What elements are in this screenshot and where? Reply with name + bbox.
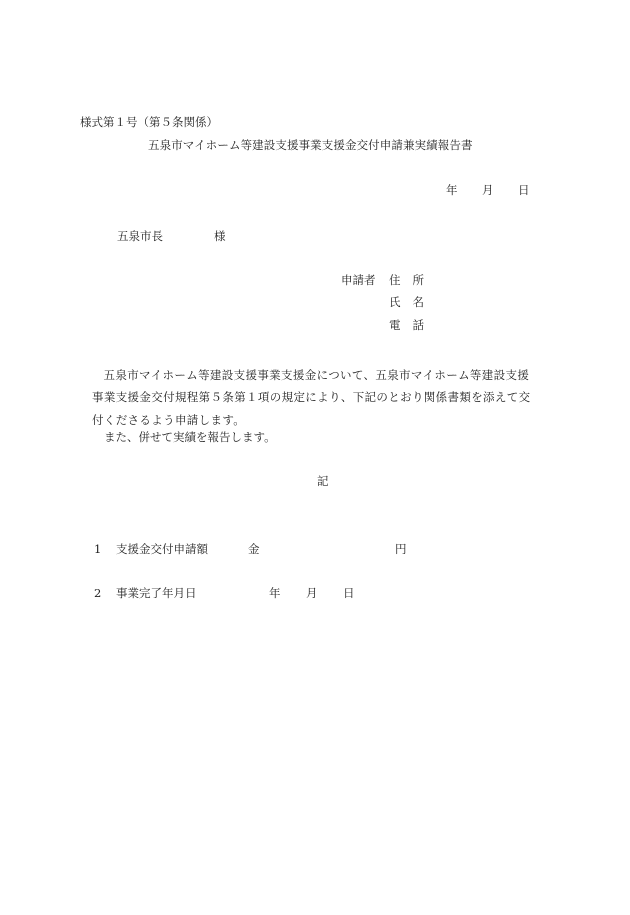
item-grant-amount	[94, 544, 407, 556]
item-completion-date	[94, 588, 355, 600]
amount-suffix: 円	[395, 542, 407, 556]
form-number: 様式第１号（第５条関係）	[80, 115, 218, 129]
completion-month-label: 月	[306, 586, 318, 600]
applicant-label: 申請者	[341, 273, 376, 287]
amount-prefix: 金	[248, 542, 260, 556]
addressee-honorific: 様	[214, 229, 226, 243]
name-label-part1: 氏	[389, 295, 401, 309]
item-label: 支援金交付申請額	[116, 542, 208, 556]
report-statement: また、併せて実績を報告します。	[104, 430, 276, 444]
completion-day-label: 日	[343, 586, 355, 600]
address-label-part2: 所	[412, 273, 424, 287]
item-number: 2	[94, 586, 102, 600]
item-number: 1	[94, 542, 102, 556]
addressee-name: 五泉市長	[117, 229, 163, 243]
addressee	[117, 231, 226, 243]
address-label-part1: 住	[389, 273, 401, 287]
completion-year-label: 年	[269, 586, 281, 600]
date-month-label: 月	[482, 183, 494, 197]
ki-heading: 記	[317, 474, 329, 488]
item-label: 事業完了年月日	[116, 586, 197, 600]
date-day-label: 日	[518, 183, 530, 197]
applicant-phone-label	[389, 320, 424, 332]
date-line	[446, 185, 530, 197]
phone-label-part1: 電	[389, 318, 401, 332]
name-label-part2: 名	[412, 295, 424, 309]
date-year-label: 年	[446, 183, 458, 197]
document-title: 五泉市マイホーム等建設支援事業支援金交付申請兼実績報告書	[148, 138, 473, 152]
applicant-name-label	[389, 297, 424, 309]
phone-label-part2: 話	[412, 318, 424, 332]
application-statement: 五泉市マイホーム等建設支援事業支援金について、五泉市マイホーム等建設支援事業支援金交付規程第５条第１項の規定により、下記のとおり関係書類を添えて交付くださるよう申請します。	[92, 368, 531, 427]
applicant-address-label	[389, 275, 424, 287]
